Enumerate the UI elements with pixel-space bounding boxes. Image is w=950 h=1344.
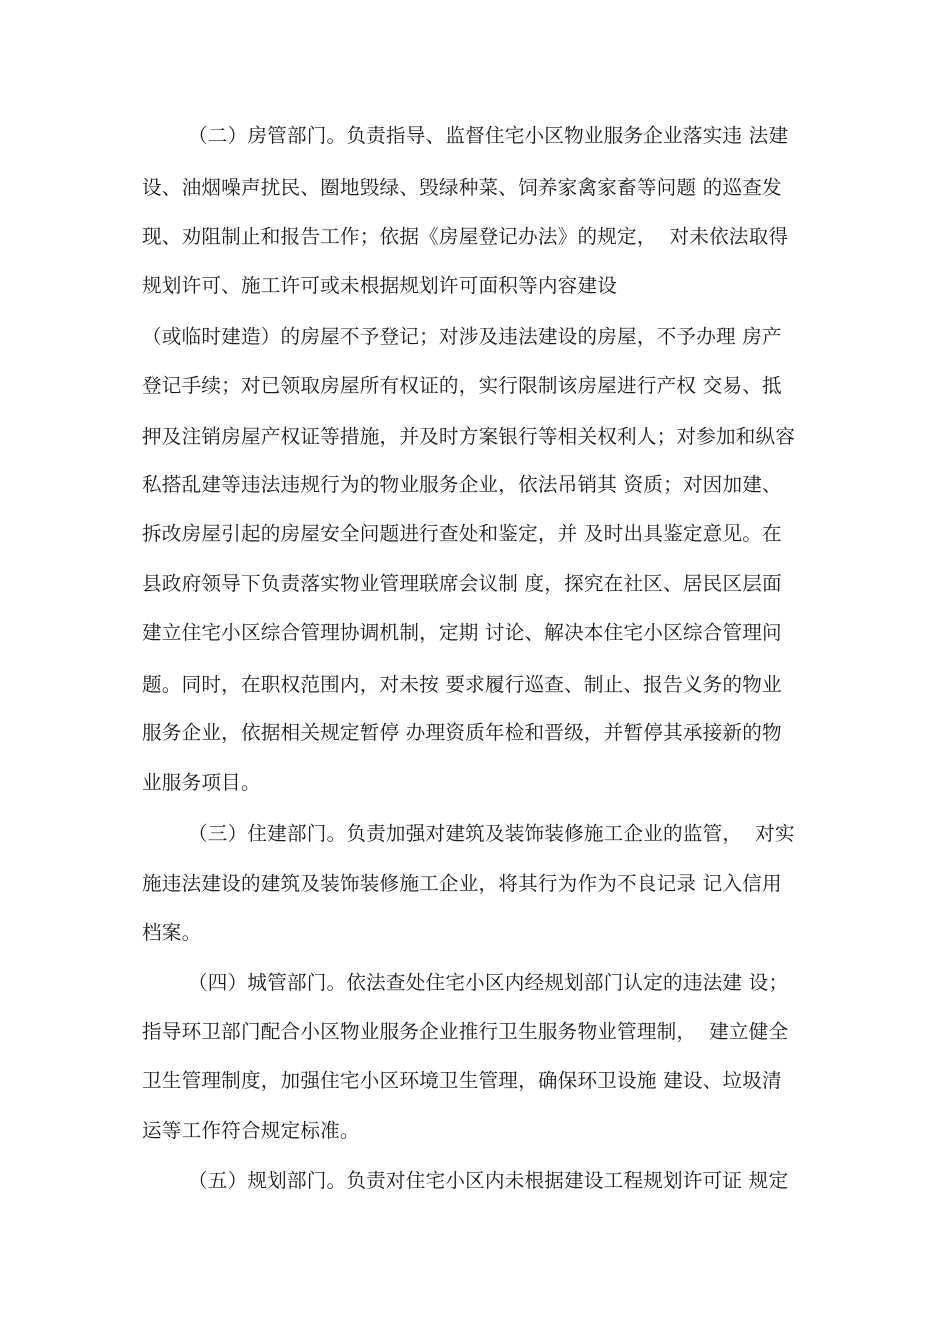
text-line: （五）规划部门。负责对住宅小区内未根据建设工程规划许可证 规定 bbox=[188, 1169, 789, 1192]
text-line: 规划许可、施工许可或未根据规划许可面积等内容建设 bbox=[142, 274, 618, 297]
text-line: 施违法建设的建筑及装饰装修施工企业，将其行为作为不良记录 记入信用 bbox=[142, 872, 782, 895]
text-line: 题。同时，在职权范围内，对未按 要求履行巡查、制止、报告义务的物业 bbox=[142, 673, 782, 696]
text-line: 档案。 bbox=[142, 921, 202, 944]
text-line: 现、劝阻制止和报告工作；依据《房屋登记办法》的规定， 对未依法取得 bbox=[142, 225, 789, 248]
text-line: 建立住宅小区综合管理协调机制，定期 讨论、解决本住宅小区综合管理问 bbox=[142, 621, 782, 644]
text-line: 县政府领导下负责落实物业管理联席会议制 度，探究在社区、居民区层面 bbox=[142, 572, 782, 595]
text-line: 服务企业，依据相关规定暂停 办理资质年检和晋级，并暂停其承接新的物 bbox=[142, 721, 782, 744]
text-line: 业服务项目。 bbox=[142, 771, 261, 794]
text-line: 押及注销房屋产权证等措施，并及时方案银行等相关权利人；对参加和纵容 bbox=[142, 425, 796, 448]
text-line: （四）城管部门。依法查处住宅小区内经规划部门认定的违法建 设； bbox=[188, 971, 789, 994]
text-line: 私搭乱建等违法违规行为的物业服务企业，依法吊销其 资质；对因加建、 bbox=[142, 473, 782, 496]
text-line: 卫生管理制度，加强住宅小区环境卫生管理，确保环卫设施 建设、垃圾清 bbox=[142, 1069, 782, 1092]
text-line: 登记手续；对已领取房屋所有权证的，实行限制该房屋进行产权 交易、抵 bbox=[142, 374, 782, 397]
text-line: （或临时建造）的房屋不予登记；对涉及违法建设的房屋，不予办理 房产 bbox=[142, 325, 782, 348]
text-line: 运等工作符合规定标准。 bbox=[142, 1119, 360, 1142]
text-line: 拆改房屋引起的房屋安全问题进行查处和鉴定，并 及时出具鉴定意见。在 bbox=[142, 522, 782, 545]
text-line: 指导环卫部门配合小区物业服务企业推行卫生服务物业管理制， 建立健全 bbox=[142, 1020, 789, 1043]
text-line: （二）房管部门。负责指导、监督住宅小区物业服务企业落实违 法建 bbox=[188, 124, 789, 147]
text-line: 设、油烟噪声扰民、圈地毁绿、毁绿种菜、饲养家禽家畜等问题 的巡查发 bbox=[142, 176, 782, 199]
text-line: （三）住建部门。负责加强对建筑及装饰装修施工企业的监管， 对实 bbox=[188, 822, 795, 845]
